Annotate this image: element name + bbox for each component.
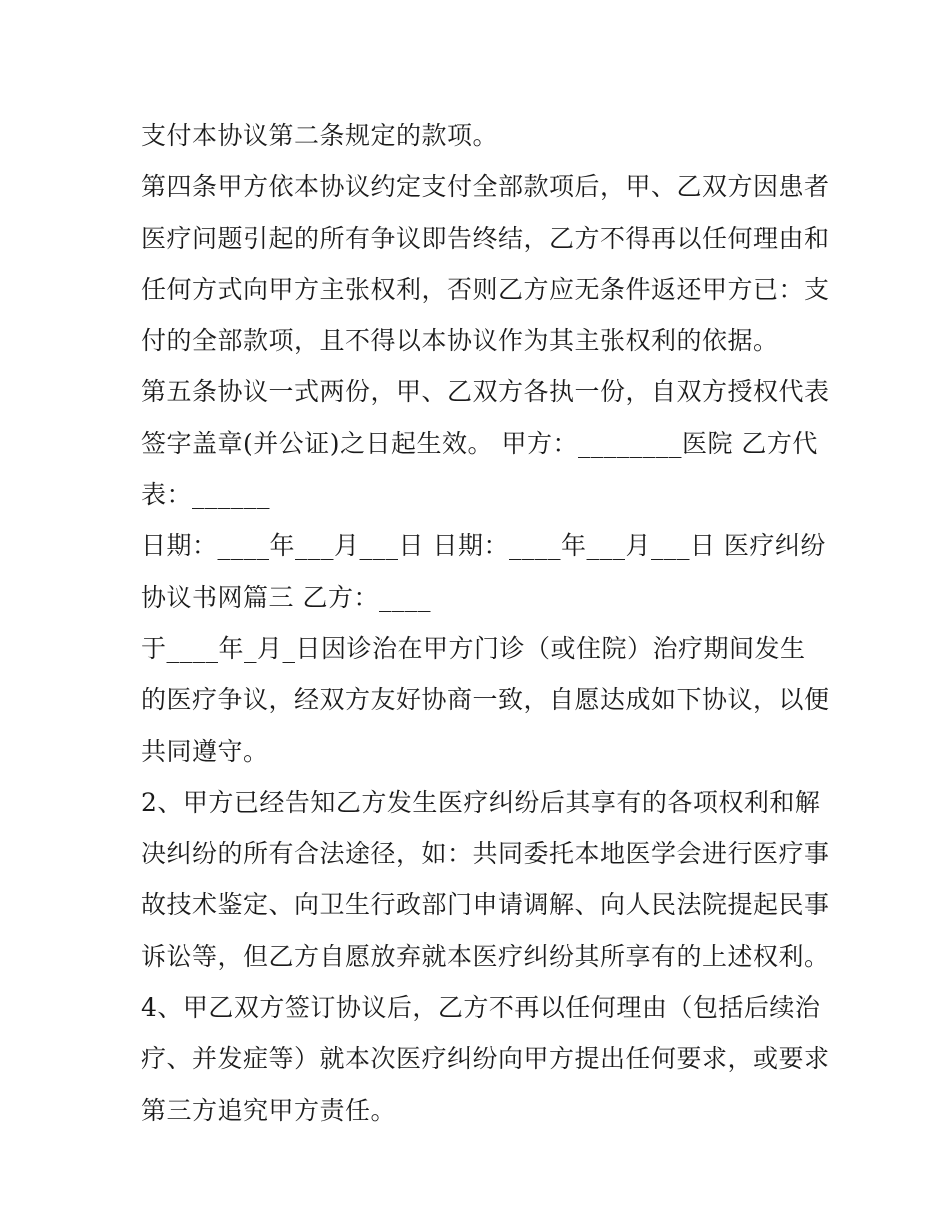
text-line: 付的全部款项，且不得以本协议作为其主张权利的依据。	[141, 326, 779, 356]
text-line: 日期：____年___月___日 日期：____年___月___日 医疗纠纷	[141, 531, 826, 561]
text-line: 第四条甲方依本协议约定支付全部款项后，甲、乙双方因患者	[141, 172, 830, 202]
text-line: 任何方式向甲方主张权利，否则乙方应无条件返还甲方已：支	[141, 274, 830, 304]
document-body	[141, 110, 830, 1136]
text-line: 共同遵守。	[141, 736, 269, 766]
text-line: 疗、并发症等）就本次医疗纠纷向甲方提出任何要求，或要求	[141, 1044, 830, 1074]
text-line: 2、甲方已经告知乙方发生医疗纠纷后其享有的各项权利和解	[141, 787, 821, 817]
text-line: 于____年_月_日因诊治在甲方门诊（或住院）治疗期间发生	[141, 633, 806, 663]
text-line: 的医疗争议，经双方友好协商一致，自愿达成如下协议，以便	[141, 685, 830, 715]
text-line: 诉讼等，但乙方自愿放弃就本医疗纠纷其所享有的上述权利。	[141, 941, 830, 971]
text-line: 4、甲乙双方签订协议后，乙方不再以任何理由（包括后续治	[141, 993, 821, 1023]
text-line: 决纠纷的所有合法途径，如：共同委托本地医学会进行医疗事	[141, 839, 830, 869]
text-line: 签字盖章(并公证)之日起生效。 甲方：________医院 乙方代	[141, 428, 818, 458]
text-line: 表：______	[141, 480, 271, 510]
text-line: 支付本协议第二条规定的款项。	[141, 121, 499, 150]
text-line: 第三方追究甲方责任。	[141, 1095, 397, 1125]
text-line: 第五条协议一式两份，甲、乙双方各执一份，自双方授权代表	[141, 377, 830, 407]
text-line: 协议书网篇三 乙方：____	[141, 582, 431, 612]
text-line: 医疗问题引起的所有争议即告终结，乙方不得再以任何理由和	[141, 223, 830, 253]
text-line: 故技术鉴定、向卫生行政部门申请调解、向人民法院提起民事	[141, 890, 830, 920]
